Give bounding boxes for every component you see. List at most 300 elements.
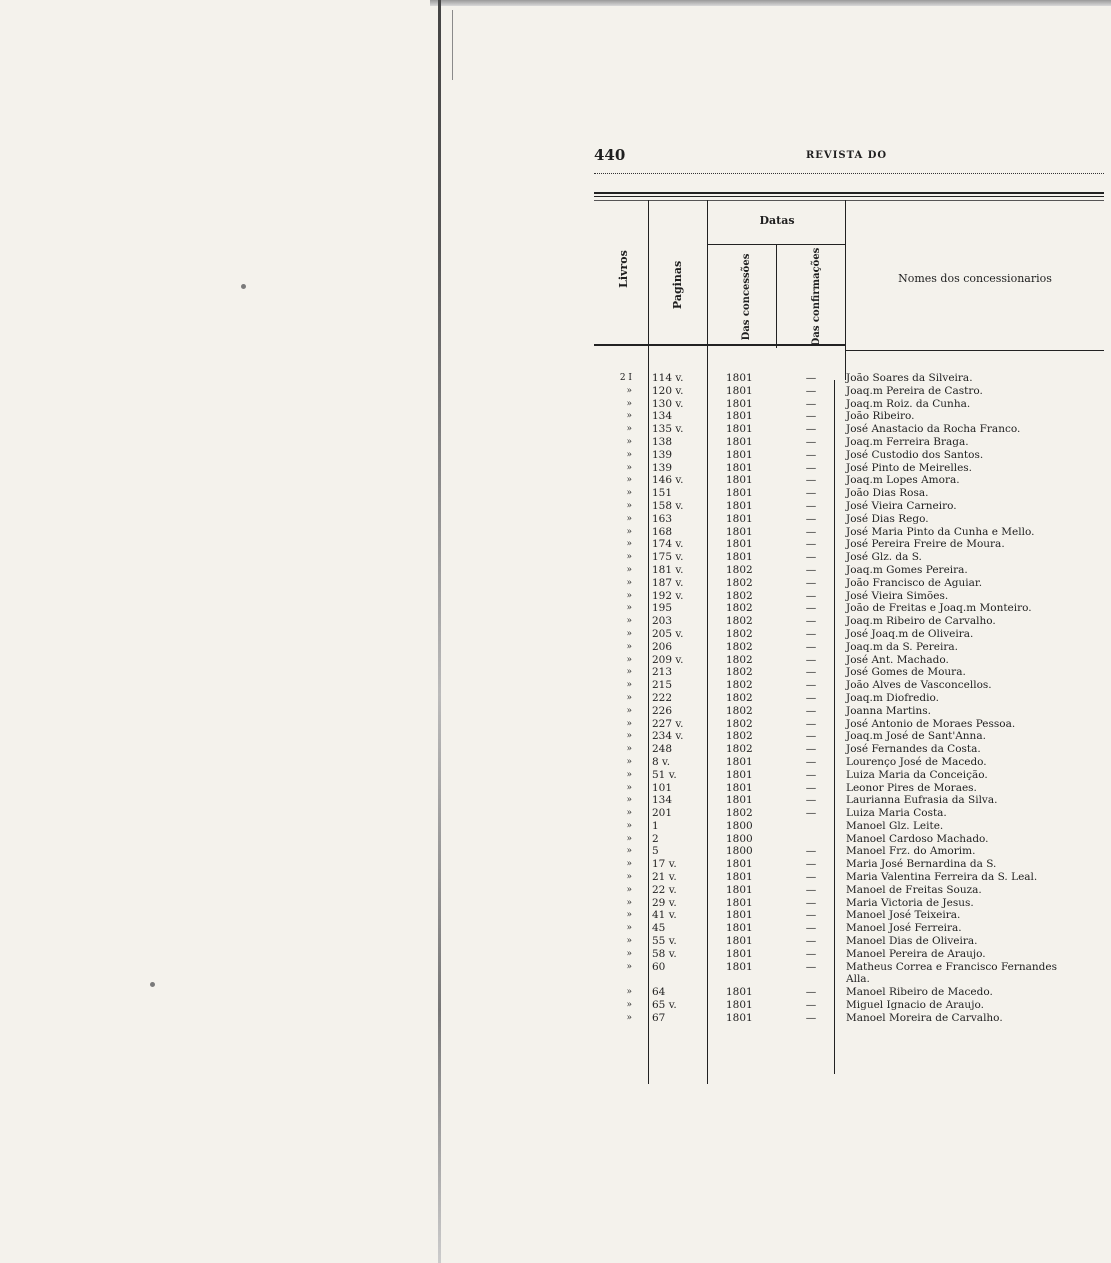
cell-livro: » [626,923,632,934]
cell-nome: Manoel de Freitas Souza. [846,883,982,896]
scan-speck [150,982,155,987]
cell-concessao: 1802 [726,627,753,640]
scan-speck [241,284,246,289]
table-top-border [594,192,1104,194]
cell-confirmacao: — [805,691,817,704]
cell-pagina: 114 v. [652,372,684,384]
cell-livro: » [626,756,632,767]
cell-pagina: 248 [652,743,673,756]
cell-nome: José Pereira Freire de Moura. [846,538,1005,551]
cell-livro: » [626,526,632,537]
header-das-confirmacoes: Das confirmações [811,247,822,347]
cell-confirmacao: — [805,960,817,973]
table-row [606,961,1111,974]
cell-concessao: 1802 [726,576,753,589]
header-nomes: Nomes dos concessionarios [898,272,1052,285]
cell-confirmacao: — [805,986,817,999]
cell-nome: Leonor Pires de Moraes. [846,781,977,794]
cell-nome: Alla. [846,973,870,986]
cell-nome: Manoel José Ferreira. [846,922,962,935]
cell-concessao: 1801 [726,397,753,410]
cell-confirmacao: — [805,845,817,858]
cell-pagina: 139 [652,461,673,474]
cell-nome: João Dias Rosa. [846,487,929,500]
cell-pagina: 206 [652,640,673,653]
cell-nome: Maria Valentina Ferreira da S. Leal. [846,871,1038,884]
cell-pagina: 158 v. [652,499,684,512]
table-row [606,782,1111,795]
cell-nome: Luiza Maria da Conceição. [846,768,988,781]
cell-concessao: 1802 [726,730,753,743]
cell-pagina: 205 v. [652,627,684,640]
cell-nome: José Glz. da S. [846,551,922,564]
cell-confirmacao: — [805,551,817,564]
cell-concessao: 1802 [726,563,753,576]
cell-pagina: 45 [652,922,666,935]
cell-confirmacao: — [805,755,817,768]
cell-concessao: 1801 [726,384,753,397]
cell-livro: » [626,808,632,819]
cell-concessao: 1802 [726,615,753,628]
cell-pagina: 227 v. [652,717,684,730]
page-header [594,146,1104,170]
cell-confirmacao: — [805,435,817,448]
cell-pagina: 22 v. [652,883,677,896]
cell-concessao: 1802 [726,691,753,704]
cell-confirmacao: — [805,461,817,474]
header-das-concessoes: Das concessões [741,253,752,341]
cell-confirmacao: — [805,512,817,525]
cell-confirmacao: — [805,743,817,756]
table-row [606,590,1111,603]
cell-confirmacao: — [805,666,817,679]
cell-pagina: 41 v. [652,909,677,922]
cell-nome: José Gomes de Moura. [846,666,966,679]
cell-pagina: 134 [652,794,673,807]
cell-concessao: 1800 [726,832,753,845]
table-row [606,743,1111,756]
cell-nome: José Dias Rego. [846,512,929,525]
cell-livro: » [626,641,632,652]
cell-concessao: 1801 [726,512,753,525]
cell-concessao: 1802 [726,679,753,692]
cell-concessao: 1801 [726,1011,753,1024]
cell-pagina: 234 v. [652,730,684,743]
cell-concessao: 1801 [726,935,753,948]
scan-top-shadow [430,0,1111,6]
cell-confirmacao: — [805,627,817,640]
cell-livro: » [626,987,632,998]
cell-pagina: 138 [652,435,673,448]
cell-nome: Manoel Frz. do Amorim. [846,845,976,858]
cell-pagina: 101 [652,781,673,794]
cell-confirmacao: — [805,576,817,589]
cell-concessao: 1802 [726,743,753,756]
cell-concessao: 1801 [726,487,753,500]
cell-concessao: 1801 [726,525,753,538]
cell-livro: » [626,936,632,947]
header-livros: Livros [617,250,630,288]
cell-confirmacao: — [805,487,817,500]
cell-confirmacao: — [805,909,817,922]
cell-confirmacao: — [805,538,817,551]
cell-nome: José Vieira Carneiro. [846,499,957,512]
cell-nome: Manoel Moreira de Carvalho. [846,1011,1003,1024]
cell-livro: » [626,820,632,831]
datas-subrule [708,244,845,245]
cell-pagina: 203 [652,615,673,628]
cell-livro: » [626,769,632,780]
cell-nome: Joaq.m José de Sant'Anna. [846,730,986,743]
cell-livro: » [626,680,632,691]
cell-concessao: 1801 [726,435,753,448]
cell-confirmacao: — [805,602,817,615]
cell-livro: 2 I [619,373,632,383]
cell-pagina: 168 [652,525,673,538]
cell-confirmacao: — [805,563,817,576]
cell-livro: » [626,705,632,716]
cell-nome: João Alves de Vasconcellos. [846,679,992,692]
cell-pagina: 222 [652,691,673,704]
cell-confirmacao: — [805,871,817,884]
cell-concessao: 1801 [726,794,753,807]
cell-nome: Manoel Dias de Oliveira. [846,935,978,948]
cell-livro: » [626,782,632,793]
cell-nome: Joaq.m Pereira de Castro. [846,384,983,397]
cell-pagina: 213 [652,666,673,679]
table-row [606,820,1111,833]
cell-confirmacao: — [805,679,817,692]
cell-confirmacao: — [805,704,817,717]
table-row [606,436,1111,449]
table-row [606,705,1111,718]
cell-concessao: 1801 [726,474,753,487]
cell-nome: João Ribeiro. [846,410,915,423]
cell-confirmacao: — [805,794,817,807]
table-row [606,602,1111,615]
cell-nome: Joaq.m Roiz. da Cunha. [846,397,971,410]
cell-nome: Manoel Glz. Leite. [846,819,944,832]
cell-nome: José Antonio de Moraes Pessoa. [846,717,1016,730]
cell-livro: » [626,449,632,460]
cell-pagina: 8 v. [652,755,671,768]
cell-confirmacao: — [805,640,817,653]
cell-nome: Luiza Maria Costa. [846,807,947,820]
table-row [606,398,1111,411]
table-row [606,756,1111,769]
cell-nome: José Maria Pinto da Cunha e Mello. [846,525,1035,538]
table-row [606,474,1111,487]
cell-livro: » [626,833,632,844]
table-row [606,935,1111,948]
cell-livro: » [626,475,632,486]
cell-livro: » [626,398,632,409]
cell-confirmacao: — [805,896,817,909]
cell-livro: » [626,961,632,972]
cell-nome: João Soares da Silveira. [846,372,973,384]
cell-concessao: 1801 [726,499,753,512]
cell-concessao: 1802 [726,602,753,615]
cell-livro: » [626,539,632,550]
cell-nome: Joaq.m Ribeiro de Carvalho. [846,615,996,628]
cell-concessao: 1801 [726,781,753,794]
page-number: 440 [594,146,626,164]
cell-confirmacao: — [805,717,817,730]
cell-confirmacao: — [805,423,817,436]
table-body [606,372,1111,1025]
table-row [606,385,1111,398]
cell-pagina: 174 v. [652,538,684,551]
cell-livro: » [626,488,632,499]
cell-livro: » [626,564,632,575]
cell-livro: » [626,718,632,729]
cell-pagina: 226 [652,704,673,717]
cell-pagina: 5 [652,845,659,858]
cell-confirmacao: — [805,1011,817,1024]
table-row [606,577,1111,590]
cell-concessao: 1801 [726,551,753,564]
table-row [606,551,1111,564]
cell-nome: José Vieira Simões. [846,589,949,602]
cell-pagina: 130 v. [652,397,684,410]
cell-pagina: 1 [652,819,659,832]
cell-confirmacao: — [805,525,817,538]
header-bottom-rule [594,344,846,346]
cell-confirmacao: — [805,384,817,397]
cell-pagina: 120 v. [652,384,684,397]
table-row [606,641,1111,654]
cell-pagina: 209 v. [652,653,684,666]
table-row [606,564,1111,577]
cell-nome: Matheus Correa e Francisco Fernandes [846,960,1057,973]
cell-concessao: 1801 [726,768,753,781]
cell-nome: Miguel Ignacio de Araujo. [846,999,984,1012]
cell-livro: » [626,590,632,601]
table-row [606,769,1111,782]
cell-concessao: 1802 [726,653,753,666]
cell-concessao: 1801 [726,947,753,960]
cell-pagina: 67 [652,1011,666,1024]
cell-livro: » [626,552,632,563]
cell-livro: » [626,1000,632,1011]
cell-pagina: 139 [652,448,673,461]
table-row [606,986,1111,999]
cell-livro: » [626,692,632,703]
cell-pagina: 17 v. [652,858,677,871]
cell-pagina: 192 v. [652,589,684,602]
cell-livro: » [626,513,632,524]
cell-pagina: 65 v. [652,999,677,1012]
cell-concessao: 1802 [726,640,753,653]
table-row [606,500,1111,513]
cell-concessao: 1802 [726,666,753,679]
table-row [606,372,1111,385]
table-row [606,718,1111,731]
cell-nome: Manoel Cardoso Machado. [846,832,989,845]
cell-confirmacao: — [805,883,817,896]
table-row [606,423,1111,436]
table-row [606,871,1111,884]
cell-concessao: 1801 [726,372,753,384]
cell-nome: Joaq.m da S. Pereira. [846,640,958,653]
cell-livro: » [626,628,632,639]
cell-nome: Joanna Martins. [846,704,932,717]
table-row [606,654,1111,667]
cell-livro: » [626,859,632,870]
gutter-mark [452,10,453,80]
header-bottom-rule [846,350,1104,351]
cell-livro: » [626,731,632,742]
cell-nome: José Anastacio da Rocha Franco. [846,423,1021,436]
cell-pagina: 55 v. [652,935,677,948]
cell-confirmacao: — [805,499,817,512]
cell-nome: Joaq.m Lopes Amora. [846,474,960,487]
cell-pagina: 60 [652,960,666,973]
cell-concessao: 1801 [726,986,753,999]
cell-nome: Manoel Ribeiro de Macedo. [846,986,993,999]
table-row [606,666,1111,679]
cell-nome: José Joaq.m de Oliveira. [846,627,974,640]
cell-livro: » [626,424,632,435]
cell-concessao: 1802 [726,717,753,730]
cell-concessao: 1801 [726,909,753,922]
column-divider [776,244,777,348]
table-row [606,897,1111,910]
cell-concessao: 1801 [726,448,753,461]
cell-nome: Manoel Pereira de Araujo. [846,947,986,960]
cell-livro: » [626,411,632,422]
cell-confirmacao: — [805,372,817,384]
cell-livro: » [626,897,632,908]
cell-concessao: 1801 [726,922,753,935]
table-row [606,794,1111,807]
cell-concessao: 1801 [726,410,753,423]
table-row [606,1012,1111,1025]
cell-nome: Joaq.m Gomes Pereira. [846,563,968,576]
cell-pagina: 215 [652,679,673,692]
cell-livro: » [626,795,632,806]
cell-confirmacao: — [805,807,817,820]
cell-concessao: 1801 [726,858,753,871]
table-row [606,922,1111,935]
cell-confirmacao: — [805,947,817,960]
table-row [606,833,1111,846]
table-top-border [594,200,1104,201]
table-row [606,692,1111,705]
cell-pagina: 134 [652,410,673,423]
cell-confirmacao: — [805,615,817,628]
cell-nome: José Fernandes da Costa. [846,743,981,756]
cell-concessao: 1801 [726,461,753,474]
cell-confirmacao: — [805,730,817,743]
table-row [606,884,1111,897]
cell-pagina: 64 [652,986,666,999]
cell-concessao: 1801 [726,999,753,1012]
cell-concessao: 1801 [726,871,753,884]
table-row [606,845,1111,858]
table-row [606,449,1111,462]
cell-livro: » [626,884,632,895]
cell-confirmacao: — [805,935,817,948]
cell-livro: » [626,577,632,588]
cell-confirmacao: — [805,768,817,781]
cell-livro: » [626,910,632,921]
cell-concessao: 1801 [726,883,753,896]
cell-pagina: 2 [652,832,659,845]
cell-pagina: 21 v. [652,871,677,884]
table-row [606,948,1111,961]
cell-confirmacao: — [805,397,817,410]
cell-pagina: 175 v. [652,551,684,564]
cell-nome: Manoel José Teixeira. [846,909,961,922]
cell-pagina: 181 v. [652,563,684,576]
cell-livro: » [626,872,632,883]
book-gutter [438,0,441,1263]
table-row [606,730,1111,743]
cell-concessao: 1802 [726,589,753,602]
table-row [606,615,1111,628]
cell-nome: Lourenço José de Macedo. [846,755,987,768]
cell-confirmacao: — [805,999,817,1012]
cell-pagina: 201 [652,807,673,820]
cell-pagina: 163 [652,512,673,525]
cell-pagina: 146 v. [652,474,684,487]
cell-pagina: 58 v. [652,947,677,960]
table-row [606,679,1111,692]
cell-livro: » [626,616,632,627]
cell-nome: José Custodio dos Santos. [846,448,984,461]
table-top-border [594,196,1104,197]
cell-concessao: 1800 [726,819,753,832]
cell-confirmacao: — [805,410,817,423]
table-row [606,526,1111,539]
cell-nome: Laurianna Eufrasia da Silva. [846,794,998,807]
header-datas: Datas [759,214,795,227]
table-row [606,858,1111,871]
cell-livro: » [626,654,632,665]
header-paginas: Paginas [671,260,684,310]
table-row [606,462,1111,475]
cell-livro: » [626,462,632,473]
journal-title: REVISTA DO [806,150,888,161]
cell-pagina: 151 [652,487,673,500]
table-row [606,538,1111,551]
table-row [606,807,1111,820]
cell-confirmacao: — [805,653,817,666]
table-row [606,513,1111,526]
cell-concessao: 1801 [726,538,753,551]
cell-livro: » [626,603,632,614]
cell-concessao: 1801 [726,423,753,436]
table-row [606,973,1111,986]
cell-confirmacao: — [805,858,817,871]
cell-concessao: 1801 [726,755,753,768]
cell-nome: João Francisco de Aguiar. [846,576,983,589]
cell-nome: José Ant. Machado. [846,653,949,666]
cell-concessao: 1802 [726,807,753,820]
cell-nome: Joaq.m Ferreira Braga. [846,435,969,448]
cell-pagina: 51 v. [652,768,677,781]
cell-nome: José Pinto de Meirelles. [846,461,973,474]
cell-confirmacao: — [805,922,817,935]
cell-concessao: 1801 [726,960,753,973]
cell-pagina: 29 v. [652,896,677,909]
cell-concessao: 1801 [726,896,753,909]
cell-pagina: 135 v. [652,423,684,436]
cell-livro: » [626,846,632,857]
cell-livro: » [626,436,632,447]
cell-livro: » [626,948,632,959]
